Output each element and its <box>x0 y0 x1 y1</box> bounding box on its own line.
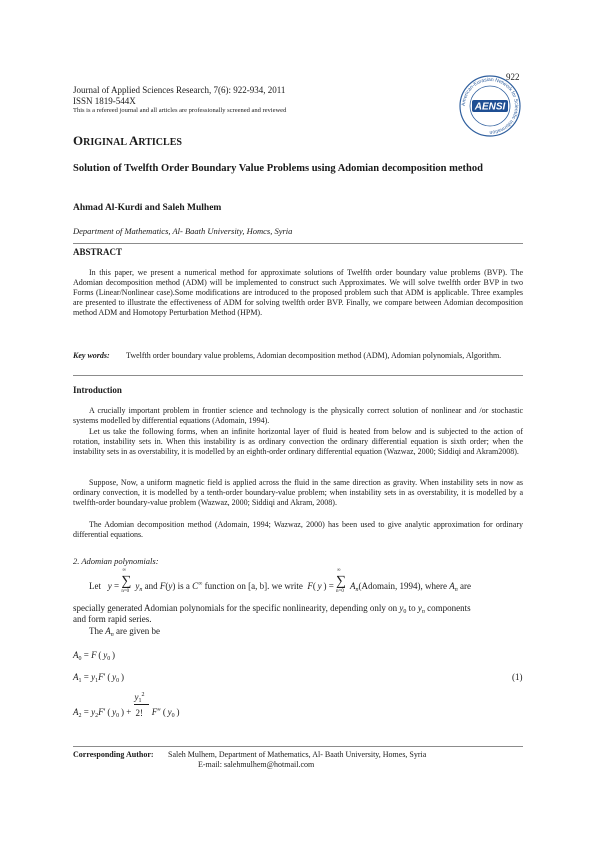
keywords-text: Twelfth order boundary value problems, Adomian decomposition method (ADM), Adomian polynomials, Algorithm. <box>126 351 502 360</box>
fraction: $\frac{y_1^2}{2!}$ <box>134 703 150 715</box>
section-label <box>73 132 182 150</box>
is-a-word: is a <box>177 581 190 591</box>
svg-text:American-Eurasian Network for: American-Eurasian Network for Scientific Information <box>460 76 520 136</box>
section2-heading: 2. Adomian polynomials: <box>73 556 159 566</box>
keywords-label: Key words: <box>73 351 110 360</box>
section-label-rest2: RTICLES <box>138 137 182 148</box>
divider-mid <box>73 375 523 376</box>
aensi-logo-graphic <box>458 74 522 138</box>
svg-text:AENSI: AENSI <box>474 101 506 113</box>
let-line: Let y = ∞ ∑ n=0 $y_n$ and F(y) is a C∞ function on [a, b]. we write F( y ) = ∞ ∑ n=0 $A_n(Adomain$, 1994), where $A_n$ are <box>89 568 472 594</box>
equation-a0: $A_0 = F$ ( $y_0$ ) <box>73 650 115 662</box>
corresponding-text-1: Saleh Mulhem, Department of Mathematics, Al- Baath University, Homes, Syria <box>168 750 427 759</box>
let-word: Let <box>89 581 101 591</box>
intro-paragraph-2: Let us take the following forms, when an infinite horizontal layer of fluid is heated from below and is subjected to the action of rotation, instability sets in. When this instability is as ordinary convection the ordinary differential equation is sixth order; when the instability sets in as overstability, it is modelled by an eighth-order ordinary differential equation (Wazwaz, 2000; Siddiqi and Akram2008). <box>73 427 523 456</box>
abstract-text: In this paper, we present a numerical method for approximate solutions of Twelfth order boundary value problems (BVP). The Adomian decomposition method (ADM) will be implemented to construct such Approximates. We will solve twelfth order BVP in two Forms (Linear/Nonlinear case).Some modifications are introduced to the proposed problem such that ADM is applicable. Three examples are presented to illustrate the effectiveness of ADM for solving twelfth order BVP. Finally, we compare between Adomian decomposition method ADM and Homotopy Perturbation Method (HPM). <box>73 268 523 317</box>
journal-note: This is a refereed journal and all articles are professionally screened and reviewed <box>73 107 287 114</box>
authors: Ahmad Al-Kurdi and Saleh Mulhem <box>73 203 222 213</box>
equation-a1: $A_1 = y_1F'$ ( $y_0$ ) <box>73 672 124 684</box>
section-label-cap2: A <box>128 133 139 148</box>
equation-number: (1) <box>512 672 523 682</box>
section-label-cap1: O <box>73 133 84 148</box>
aensi-logo <box>458 74 522 138</box>
journal-citation: Journal of Applied Sciences Research, 7(6): 922-934, 2011 <box>73 85 286 95</box>
intro-paragraph-3: Suppose, Now, a uniform magnetic field is applied across the fluid in the same direction as gravity. When instability sets in now as ordinary convection, it is modelled by a tenth-order boundary-value problem; when instability sets in as overstability, it is modelled by a twelfth-order boundary-value problem (Wazwaz, 2000; Siddiqi and Akram, 2008). <box>73 478 523 507</box>
footer-divider <box>73 746 523 747</box>
page-number: 922 <box>506 72 520 82</box>
introduction-heading: Introduction <box>73 385 122 395</box>
the-word: The <box>89 626 103 636</box>
paper-title: Solution of Twelfth Order Boundary Value Problems using Adomian decomposition method <box>73 163 483 174</box>
adomain-cite: (Adomain, 1994), where <box>358 581 448 591</box>
components-word: components <box>427 603 471 613</box>
function-on-text: function on [a, b]. we write <box>204 581 303 591</box>
adomian-line-3: and form rapid series. <box>73 614 152 624</box>
corresponding-text-2: E-mail: salehmulhem@hotmail.com <box>198 760 315 769</box>
intro-paragraph-4: The Adomian decomposition method (Adomain, 1994; Wazwaz, 2000) has been used to give analytic approximation for ordinary differential equations. <box>73 520 523 539</box>
abstract-heading: ABSTRACT <box>73 247 123 257</box>
equation-a2: $A_2 = y_2F'$ ( $y_0$ ) + $\frac{y_1^2}{2!}$ F″ ( $y_0$ ) <box>73 692 180 719</box>
given-be-text: are given be <box>116 626 160 636</box>
adomian-line-2: specially generated Adomian polynomials for the specific nonlinearity, depending only on $y_0$ to $y_n$ components <box>73 603 471 615</box>
adomian-line-4: The $A_n$ are given be <box>89 626 160 638</box>
affiliation: Department of Mathematics, Al- Baath University, Homcs, Syria <box>73 226 293 236</box>
intro-paragraph-1: A crucially important problem in frontier science and technology is the physically correct solution of nonlinear and /or stochastic systems modelled by differential equations (Adomain, 1994). <box>73 406 523 425</box>
divider-top <box>73 243 523 244</box>
sum-symbol-1: ∞ ∑ n=0 <box>121 568 132 594</box>
corresponding-label: Corresponding Author: <box>73 750 154 759</box>
line2-text: specially generated Adomian polynomials for the specific nonlinearity, depending only on <box>73 603 398 613</box>
and-word: and <box>144 581 158 591</box>
are-word: are <box>460 581 472 591</box>
sum-symbol-2: ∞ ∑ n=0 <box>336 568 347 594</box>
section-label-rest1: RIGINAL <box>83 137 129 148</box>
journal-issn: ISSN 1819-544X <box>73 96 136 106</box>
to-word: to <box>408 603 416 613</box>
